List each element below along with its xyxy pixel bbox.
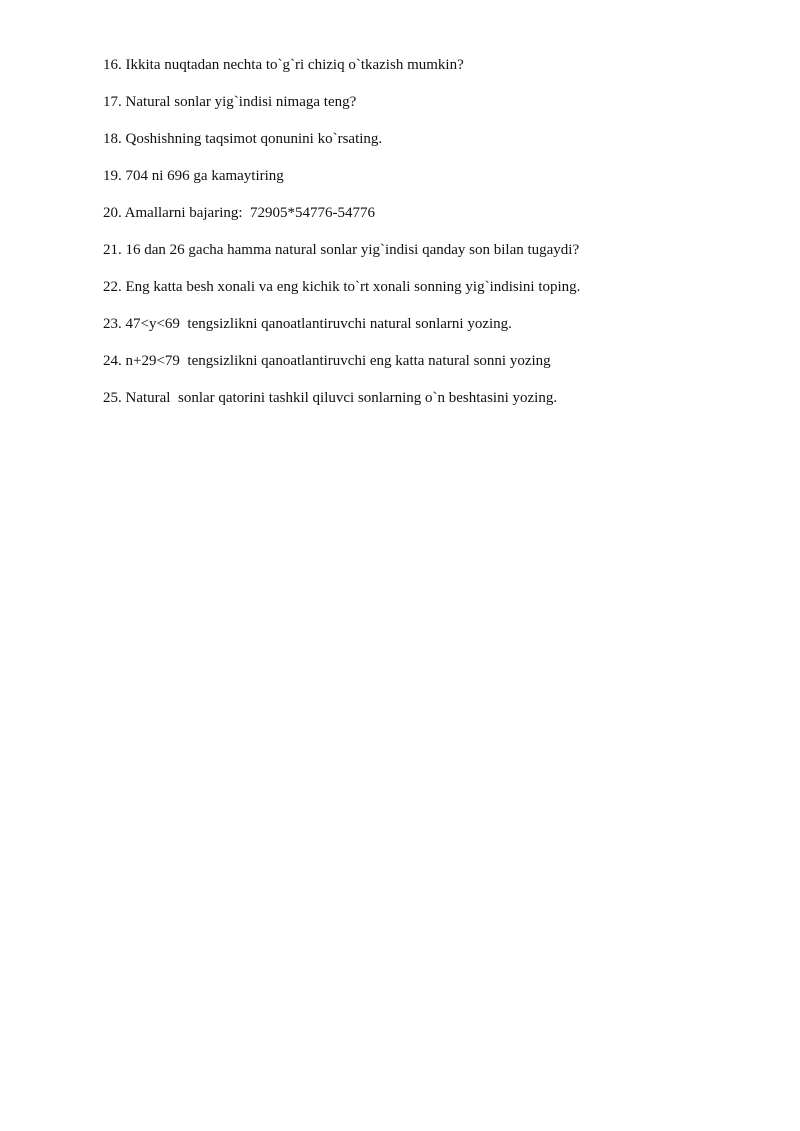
question-18: 18. Qoshishning taqsimot qonunini ko`rsating. (103, 131, 383, 147)
question-25: 25. Natural sonlar qatorini tashkil qiluvci sonlarning o`n beshtasini yozing. (103, 390, 558, 406)
question-list (103, 54, 743, 424)
question-23: 23. 47<y<69 tengsizlikni qanoatlantiruvchi natural sonlarni yozing. (103, 316, 512, 332)
question-20: 20. Amallarni bajaring: 72905*54776-54776 (103, 205, 376, 221)
question-24: 24. n+29<79 tengsizlikni qanoatlantiruvchi eng katta natural sonni yozing (103, 353, 551, 369)
question-21: 21. 16 dan 26 gacha hamma natural sonlar yig`indisi qanday son bilan tugaydi? (103, 242, 580, 258)
question-22: 22. Eng katta besh xonali va eng kichik to`rt xonali sonning yig`indisini toping. (103, 279, 581, 295)
question-17: 17. Natural sonlar yig`indisi nimaga teng? (103, 94, 357, 110)
question-16: 16. Ikkita nuqtadan nechta to`g`ri chiziq o`tkazish mumkin? (103, 57, 464, 73)
question-19: 19. 704 ni 696 ga kamaytiring (103, 168, 284, 184)
